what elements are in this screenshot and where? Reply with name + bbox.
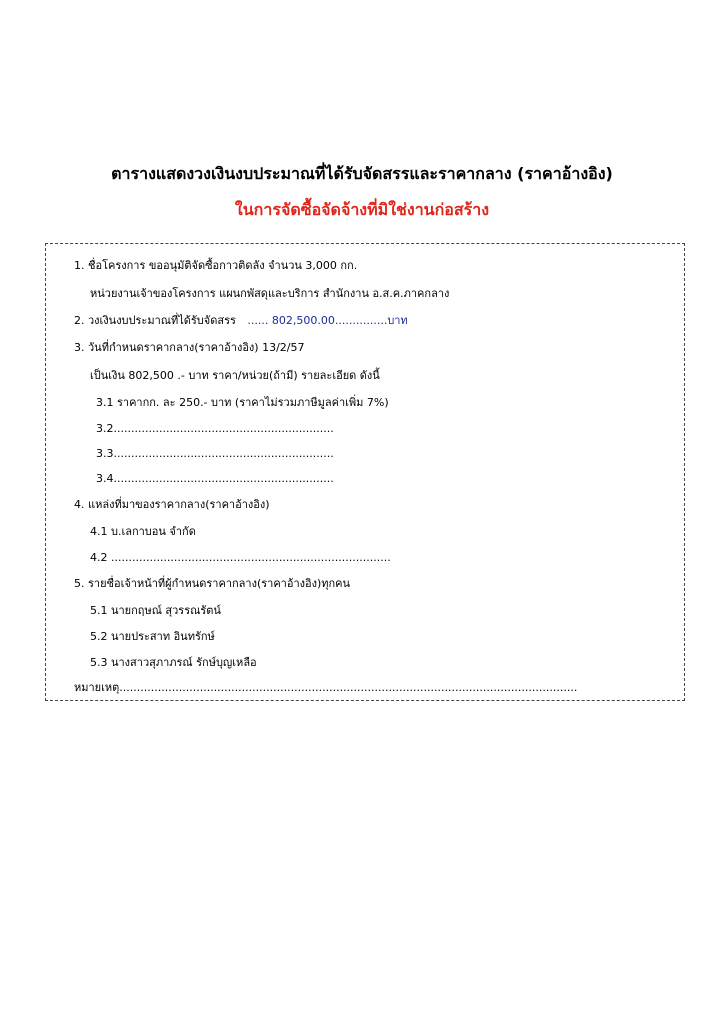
officials-heading: 5. รายชื่อเจ้าหน้าที่ผู้กำหนดราคากลาง(ราคาอ้างอิง)ทุกคน xyxy=(74,577,351,590)
document-subtitle: ในการจัดซื้อจัดจ้างที่มิใช่งานก่อสร้าง xyxy=(234,200,490,219)
item-3-2: 3.2............................................................... xyxy=(96,422,334,435)
item-3-1: 3.1 ราคากก. ละ 250.- บาท (ราคาไม่รวมภาษีมูลค่าเพิ่ม 7%) xyxy=(96,396,389,409)
reference-date-line: 3. วันที่กำหนดราคากลาง(ราคาอ้างอิง) 13/2/57 xyxy=(74,341,305,354)
budget-label: 2. วงเงินงบประมาณที่ได้รับจัดสรร xyxy=(74,314,236,327)
official-5-1: 5.1 นายกฤษณ์ สุวรรณรัตน์ xyxy=(90,604,221,617)
agency-line: หน่วยงานเจ้าของโครงการ แผนกพัสดุและบริการ สำนักงาน อ.ส.ค.ภาคกลาง xyxy=(90,287,450,300)
form-box xyxy=(45,243,685,701)
source-heading: 4. แหล่งที่มาของราคากลาง(ราคาอ้างอิง) xyxy=(74,498,270,511)
amount-line: เป็นเงิน 802,500 .- บาท ราคา/หน่วย(ถ้ามี) รายละเอียด ดังนี้ xyxy=(90,369,380,382)
source-item-4-1: 4.1 บ.เลกาบอน จำกัด xyxy=(90,525,196,538)
item-3-4: 3.4............................................................... xyxy=(96,472,334,485)
budget-line xyxy=(74,314,408,328)
item-3-3: 3.3............................................................... xyxy=(96,447,334,460)
budget-value: ...... 802,500.00...............บาท xyxy=(247,314,408,327)
document-title: ตารางแสดงวงเงินงบประมาณที่ได้รับจัดสรรและราคากลาง (ราคาอ้างอิง) xyxy=(111,164,613,183)
official-5-3: 5.3 นางสาวสุภาภรณ์ รักษ์บุญเหลือ xyxy=(90,656,257,669)
source-item-4-2: 4.2 ................................................................................ xyxy=(90,551,391,564)
official-5-2: 5.2 นายประสาท อินทรักษ์ xyxy=(90,630,215,643)
project-name-line: 1. ชื่อโครงการ ขออนุมัติจัดซื้อกาวติดลัง จำนวน 3,000 กก. xyxy=(74,259,358,272)
remark-line: หมายเหตุ................................................................................................................................... xyxy=(74,681,578,694)
